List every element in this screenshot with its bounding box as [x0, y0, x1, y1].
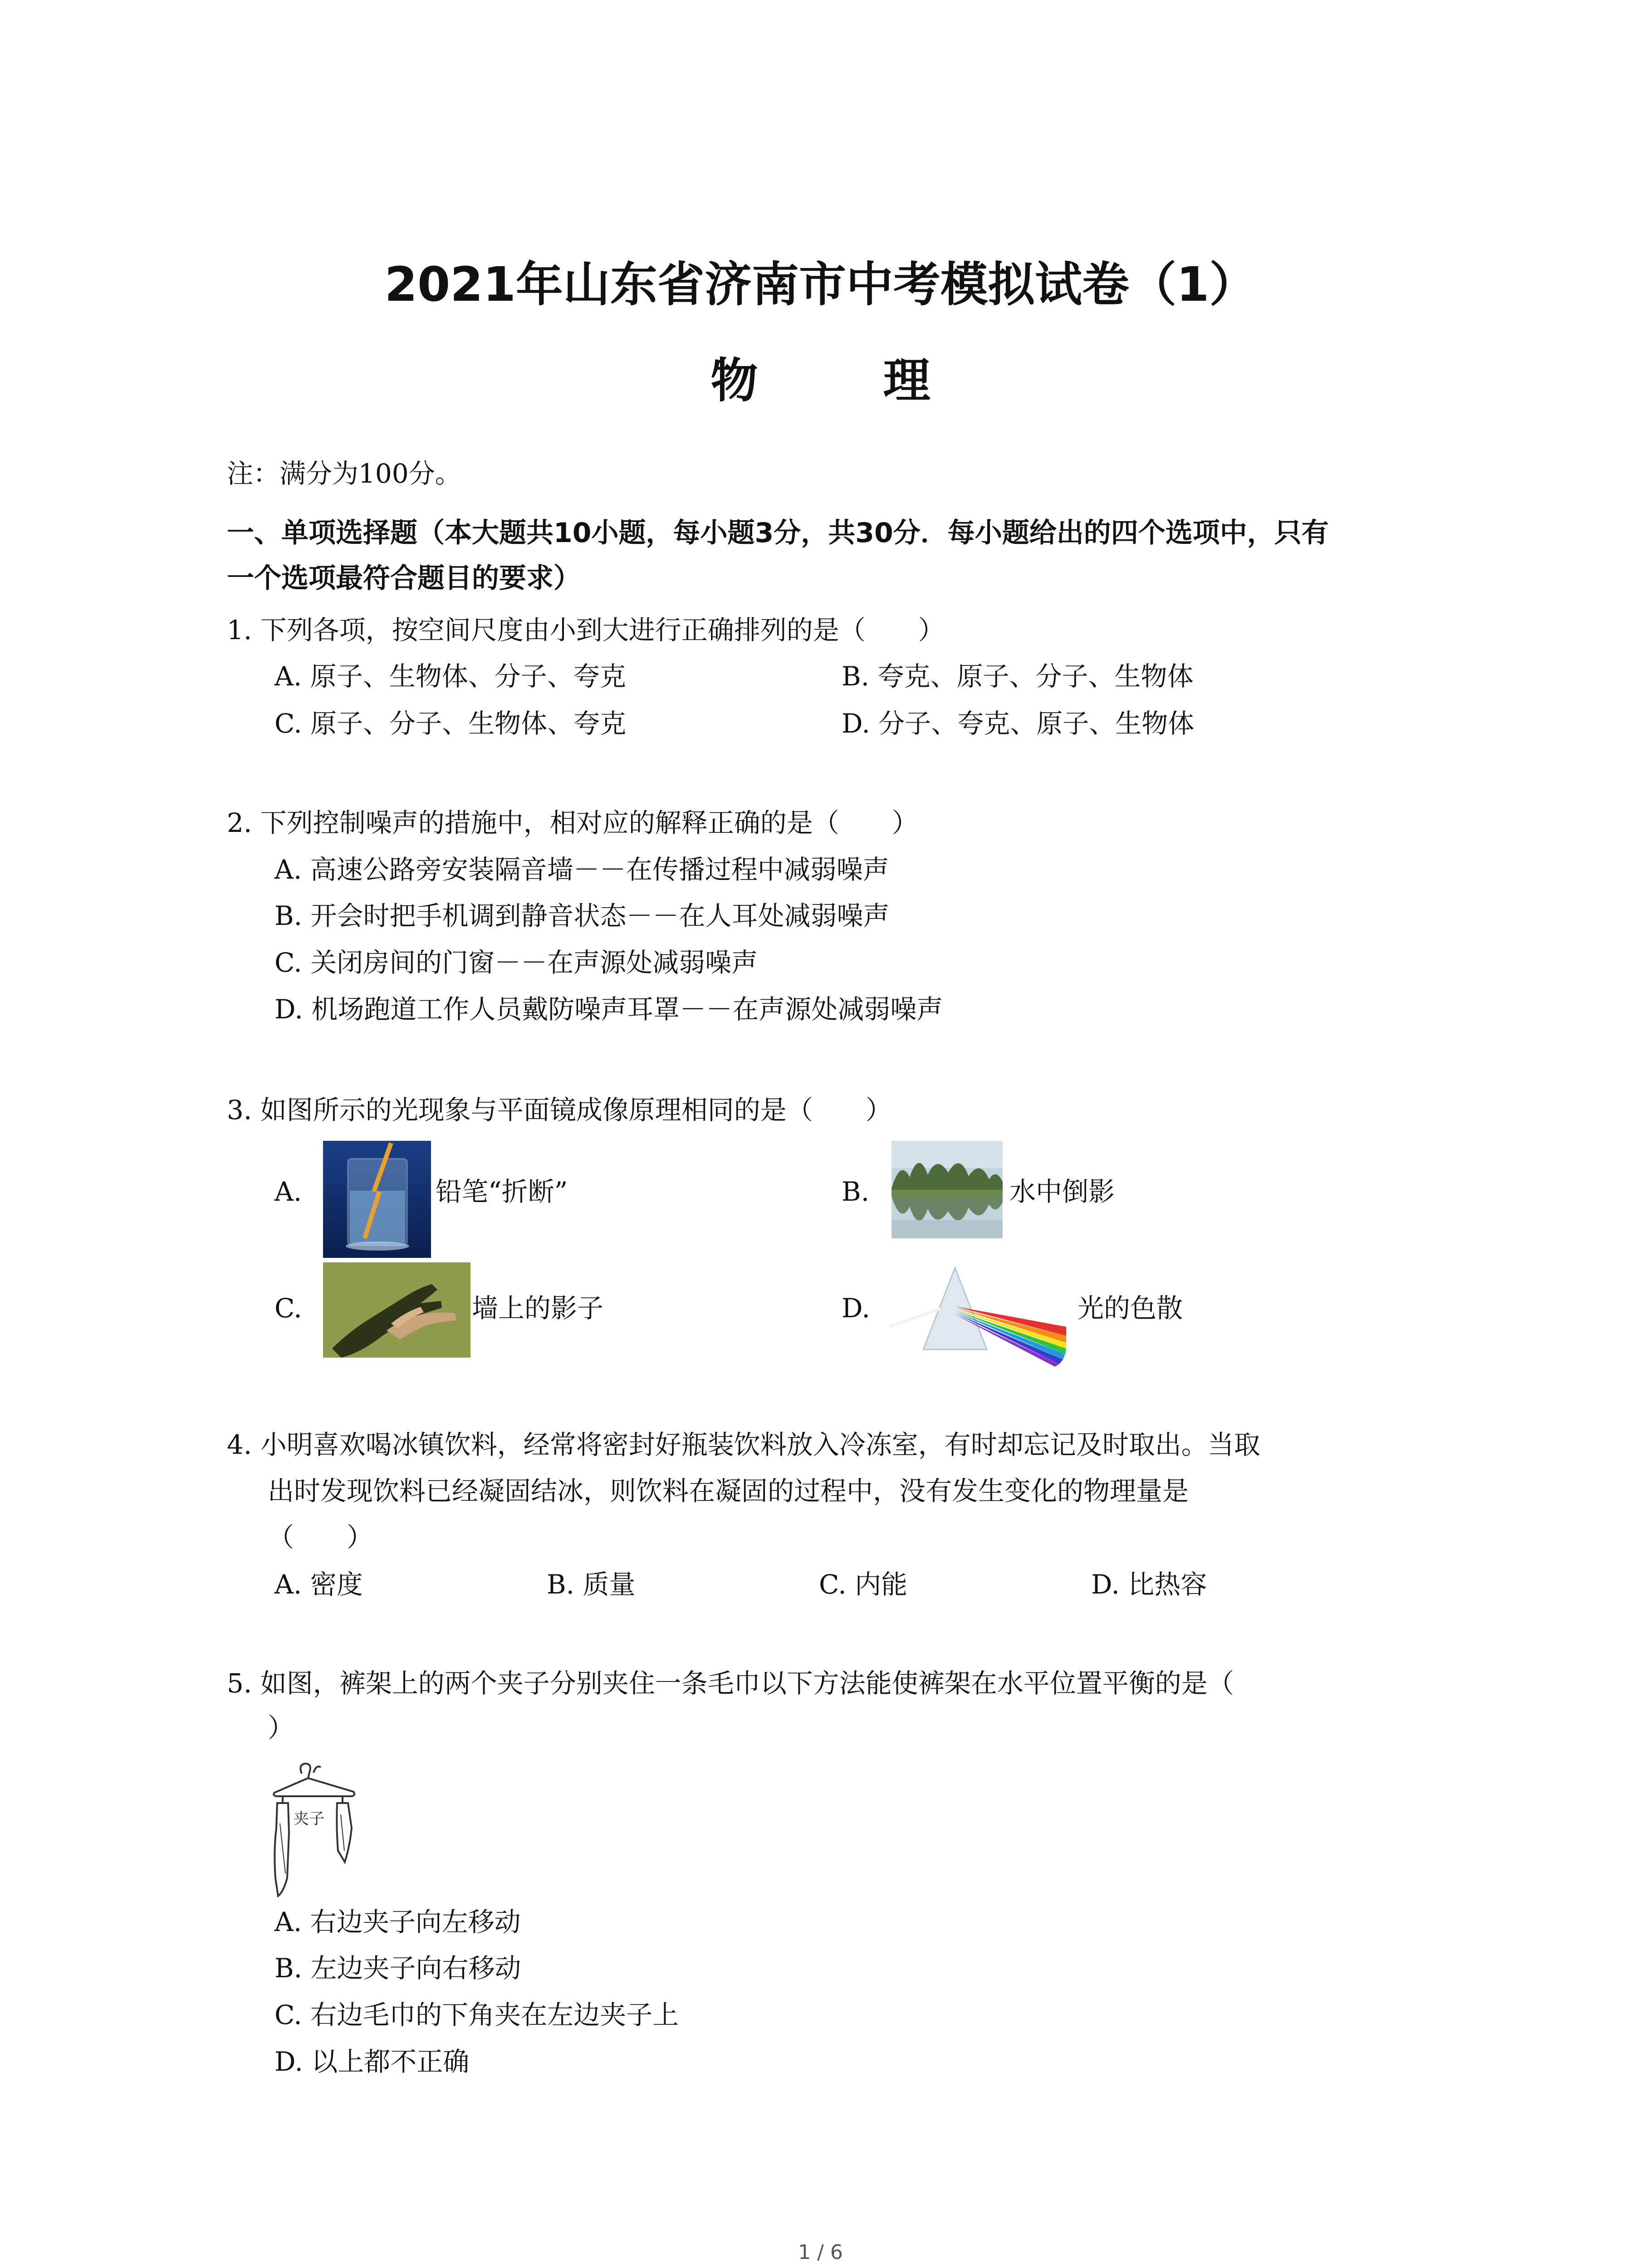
q3-option-c-letter: C.	[274, 1293, 302, 1324]
q4-stem-line1: 4. 小明喜欢喝冰镇饮料，经常将密封好瓶装饮料放入冷冻室，有时却忘记及时取出。当取	[227, 1429, 1260, 1460]
q3-option-b-text: 水中倒影	[1009, 1176, 1115, 1207]
q4-stem-line3: （ ）	[268, 1522, 373, 1553]
q5-stem-line2: ）	[268, 1712, 294, 1743]
hand-shadow-image	[323, 1262, 470, 1358]
q2-option-b: B. 开会时把手机调到静音状态－－在人耳处减弱噪声	[274, 900, 890, 931]
q5-option-a: A. 右边夹子向左移动	[274, 1906, 521, 1937]
q2-option-c: C. 关闭房间的门窗－－在声源处减弱噪声	[274, 947, 758, 978]
q4-stem-line2: 出时发现饮料已经凝固结冰，则饮料在凝固的过程中，没有发生变化的物理量是	[268, 1476, 1189, 1506]
q5-option-b: B. 左边夹子向右移动	[274, 1953, 521, 1984]
pencil-in-water-image	[323, 1141, 431, 1258]
q2-stem: 2. 下列控制噪声的措施中，相对应的解释正确的是（ ）	[227, 807, 918, 838]
q4-option-a: A. 密度	[274, 1569, 363, 1600]
score-note: 注：满分为100分。	[227, 458, 461, 489]
q5-option-d: D. 以上都不正确	[274, 2046, 470, 2077]
prism-dispersion-image	[887, 1259, 1068, 1368]
q1-option-b: B. 夸克、原子、分子、生物体	[842, 661, 1194, 692]
hanger-towel-figure	[270, 1760, 365, 1901]
q3-stem: 3. 如图所示的光现象与平面镜成像原理相同的是（ ）	[227, 1095, 892, 1125]
q3-option-b-letter: B.	[842, 1176, 870, 1207]
exam-title: 2021年山东省济南市中考模拟试卷（1）	[384, 257, 1257, 312]
q4-option-b: B. 质量	[547, 1569, 636, 1600]
q1-option-c: C. 原子、分子、生物体、夸克	[274, 708, 627, 739]
q3-option-d-text: 光的色散	[1078, 1293, 1183, 1324]
q1-option-a: A. 原子、生物体、分子、夸克	[274, 661, 626, 692]
q5-stem-line1: 5. 如图，裤架上的两个夹子分别夹住一条毛巾以下方法能使裤架在水平位置平衡的是（	[227, 1668, 1234, 1699]
q4-option-c: C. 内能	[819, 1569, 908, 1600]
section-heading-line2: 一个选项最符合题目的要求）	[227, 562, 581, 594]
reflection-in-water-image	[892, 1141, 1003, 1238]
q3-option-c-text: 墙上的影子	[472, 1293, 604, 1324]
q5-option-c: C. 右边毛巾的下角夹在左边夹子上	[274, 1999, 679, 2030]
q1-option-d: D. 分子、夸克、原子、生物体	[842, 708, 1195, 739]
q3-option-a-text: 铅笔“折断”	[436, 1176, 568, 1207]
page-number: 1 / 6	[798, 2241, 843, 2264]
q3-option-d-letter: D.	[842, 1293, 870, 1324]
clip-label: 夹子	[294, 1810, 324, 1828]
q4-option-d: D. 比热容	[1091, 1569, 1207, 1600]
section-heading-line1: 一、单项选择题（本大题共10小题，每小题3分，共30分．每小题给出的四个选项中，只有	[227, 517, 1329, 549]
subject-title: 物 理	[710, 353, 985, 408]
q1-stem: 1. 下列各项，按空间尺度由小到大进行正确排列的是（ ）	[227, 615, 945, 645]
q2-option-d: D. 机场跑道工作人员戴防噪声耳罩－－在声源处减弱噪声	[274, 994, 943, 1025]
q3-option-a-letter: A.	[274, 1176, 302, 1207]
q2-option-a: A. 高速公路旁安装隔音墙－－在传播过程中减弱噪声	[274, 854, 889, 885]
